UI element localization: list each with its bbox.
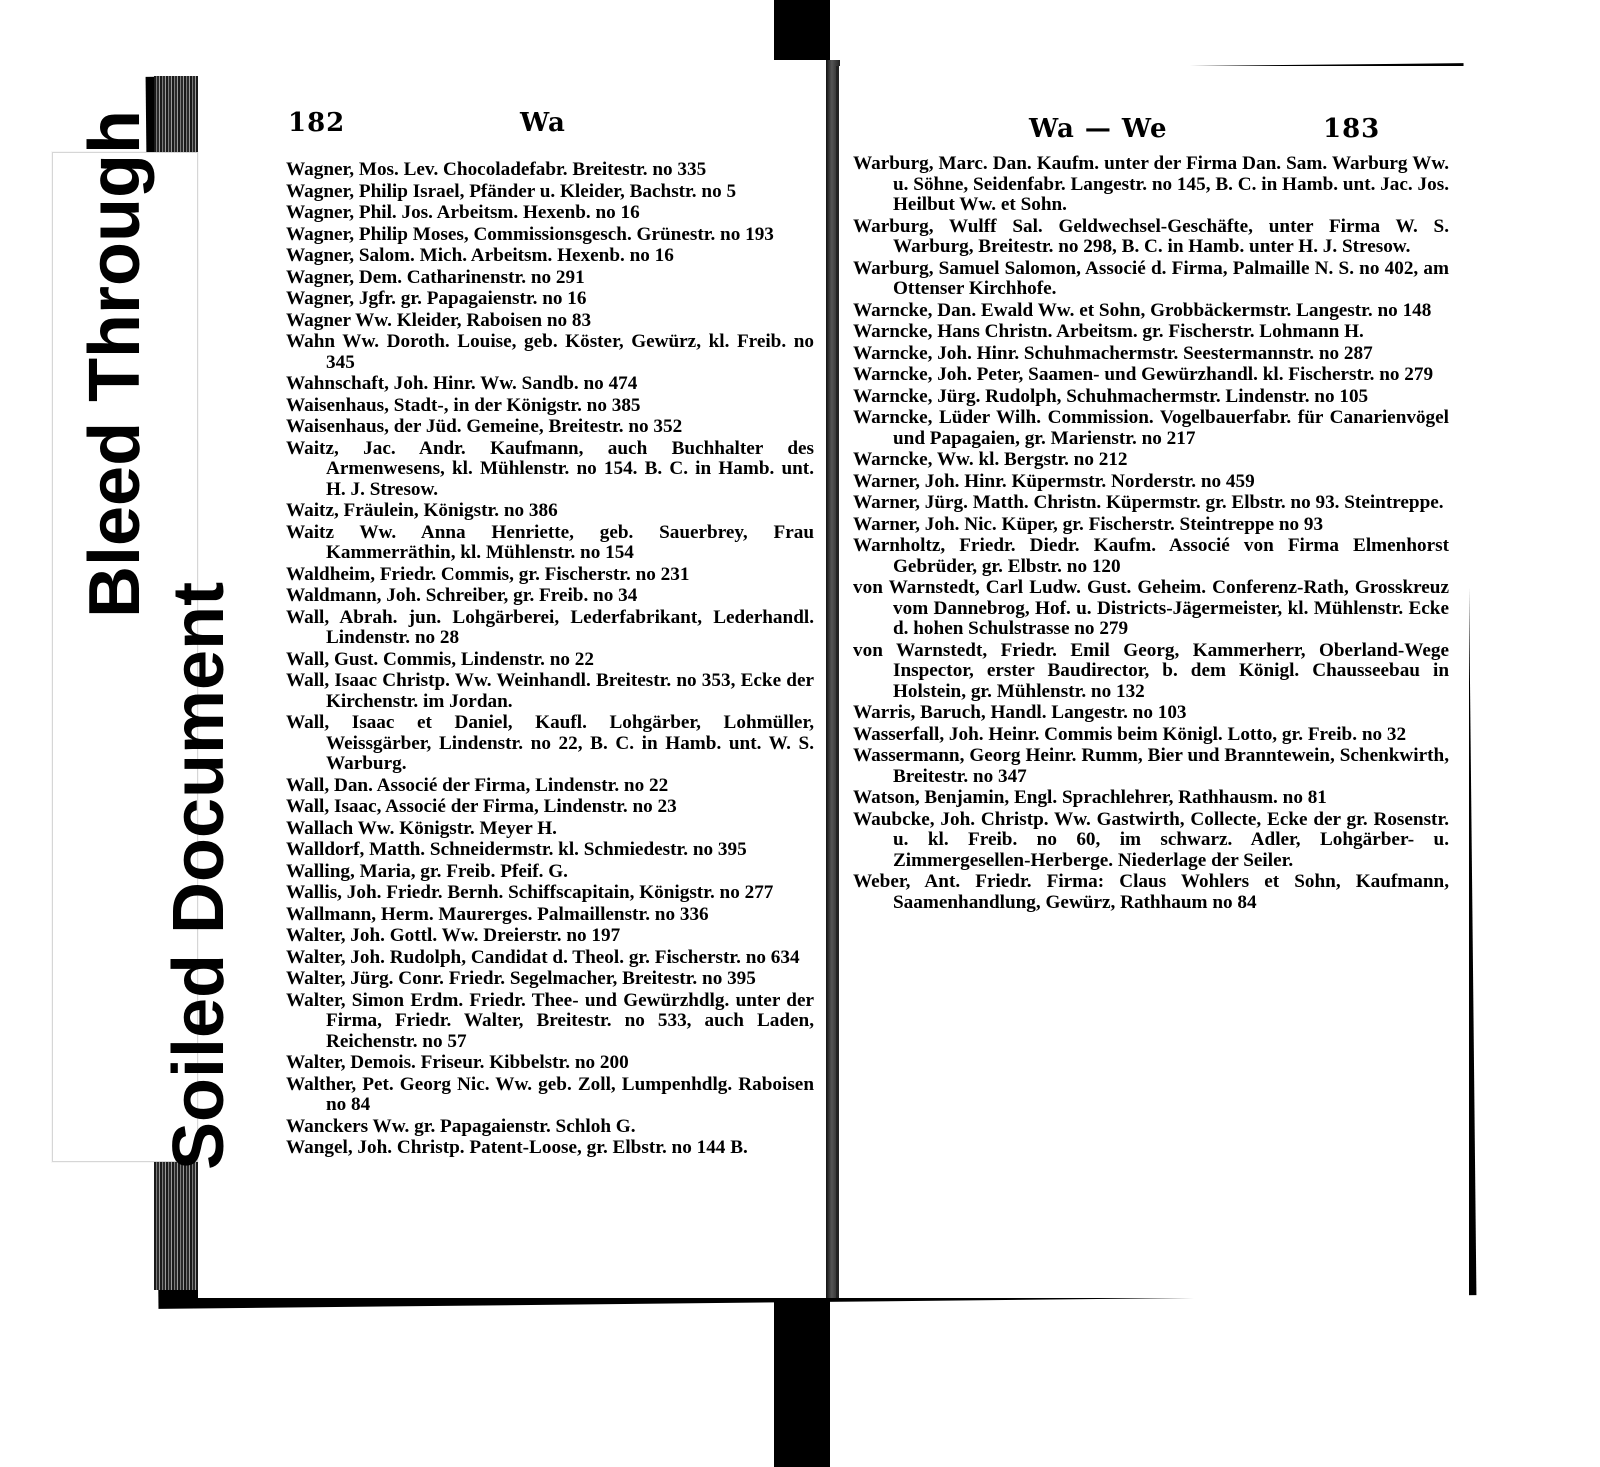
directory-entry: Warncke, Hans Christn. Arbeitsm. gr. Fischerstr. Lohmann H. (853, 321, 1364, 342)
directory-entry: Warner, Joh. Nic. Küper, gr. Fischerstr. Steintreppe no 93 (853, 513, 1324, 535)
directory-entry: Waitz, Fräulein, Königstr. no 386 (286, 500, 558, 521)
directory-entry: Watson, Benjamin, Engl. Sprachlehrer, Rathhausm. no 81 (853, 787, 1327, 808)
side-label-line1: Bleed Through (75, 110, 155, 618)
directory-entry: Wall, Abrah. jun. Lohgärberei, Lederfabrikant, Lederhandl. Lindenstr. no 28 (286, 606, 814, 648)
directory-entry: Warner, Jürg. Matth. Christn. Küpermstr. gr. Elbstr. no 93. Steintreppe. (853, 492, 1444, 513)
directory-entry: Wagner, Dem. Catharinenstr. no 291 (286, 266, 585, 288)
right-page (836, 66, 1469, 1298)
left-entry-list (286, 160, 814, 1160)
directory-entry: Wagner, Jgfr. gr. Papagaienstr. no 16 (286, 288, 587, 309)
directory-entry: Waldheim, Friedr. Commis, gr. Fischerstr. no 231 (286, 563, 690, 585)
directory-entry: Wall, Isaac Christp. Ww. Weinhandl. Breitestr. no 353, Ecke der Kirchenstr. im Jordan. (286, 670, 814, 712)
left-page (198, 60, 833, 1298)
directory-entry: Wall, Isaac et Daniel, Kaufl. Lohgärber, Lohmüller, Weissgärber, Lindenstr. no 22, B. C. in Hamb. unt. W. S. Warburg. (286, 712, 814, 774)
right-page-header: Wa — We (1029, 114, 1168, 144)
directory-entry: Waitz Ww. Anna Henriette, geb. Sauerbrey, Frau Kammerräthin, kl. Mühlenstr. no 154 (286, 521, 814, 563)
directory-entry: Wangel, Joh. Christp. Patent-Loose, gr. Elbstr. no 144 B. (286, 1137, 748, 1158)
directory-entry: Warncke, Ww. kl. Bergstr. no 212 (853, 449, 1128, 470)
directory-entry: Walter, Simon Erdm. Friedr. Thee- und Gewürzhdlg. unter der Firma, Friedr. Walter, Breitestr. no 533, auch Laden, Reichenstr. no 57 (286, 989, 814, 1052)
directory-entry: Wagner, Philip Israel, Pfänder u. Kleider, Bachstr. no 5 (286, 180, 737, 202)
directory-entry: Wagner, Phil. Jos. Arbeitsm. Hexenb. no 16 (286, 202, 640, 223)
directory-entry: Wagner Ww. Kleider, Raboisen no 83 (286, 309, 592, 331)
directory-entry: Weber, Ant. Friedr. Firma: Claus Wohlers et Sohn, Kaufmann, Saamenhandlung, Gewürz, Rathhaum no 84 (853, 871, 1449, 913)
directory-entry: Wallmann, Herm. Maurerges. Palmaillenstr. no 336 (286, 903, 709, 925)
directory-entry: Warburg, Marc. Dan. Kaufm. unter der Firma Dan. Sam. Warburg Ww. u. Söhne, Seidenfabr. Langestr. no 145, B. C. in Hamb. unt. Jac. Jos. Heilbut Ww. et Sohn. (853, 153, 1449, 215)
directory-entry: Walter, Joh. Rudolph, Candidat d. Theol. gr. Fischerstr. no 634 (286, 946, 800, 968)
directory-entry: Wasserfall, Joh. Heinr. Commis beim Königl. Lotto, gr. Freib. no 32 (853, 723, 1407, 745)
directory-entry: Warris, Baruch, Handl. Langestr. no 103 (853, 702, 1187, 723)
directory-entry: Warncke, Joh. Peter, Saamen- und Gewürzhandl. kl. Fischerstr. no 279 (853, 364, 1434, 385)
directory-entry: Warner, Joh. Hinr. Küpermstr. Norderstr. no 459 (853, 470, 1255, 492)
directory-entry: Waitz, Jac. Andr. Kaufmann, auch Buchhalter des Armenwesens, kl. Mühlenstr. no 154. B. C. in Hamb. unt. H. J. Stresow. (286, 437, 814, 500)
directory-entry: Wall, Gust. Commis, Lindenstr. no 22 (286, 648, 594, 670)
directory-entry: Wassermann, Georg Heinr. Rumm, Bier und Branntewein, Schenkwirth, Breitestr. no 347 (853, 745, 1449, 787)
directory-entry: Warncke, Jürg. Rudolph, Schuhmachermstr. Lindenstr. no 105 (853, 385, 1369, 407)
directory-entry: Wall, Dan. Associé der Firma, Lindenstr. no 22 (286, 774, 669, 796)
directory-entry: Wall, Isaac, Associé der Firma, Lindenstr. no 23 (286, 796, 677, 817)
directory-entry: Warncke, Dan. Ewald Ww. et Sohn, Grobbäckermstr. Langestr. no 148 (853, 299, 1432, 321)
directory-entry: Wagner, Mos. Lev. Chocoladefabr. Breitestr. no 335 (286, 159, 707, 180)
directory-entry: Wahn Ww. Doroth. Louise, geb. Köster, Gewürz, kl. Freib. no 345 (286, 331, 814, 373)
directory-entry: Walter, Demois. Friseur. Kibbelstr. no 200 (286, 1052, 629, 1073)
directory-entry: Wagner, Philip Moses, Commissionsgesch. Grünestr. no 193 (286, 223, 774, 245)
directory-entry: Walldorf, Matth. Schneidermstr. kl. Schmiedestr. no 395 (286, 839, 747, 860)
directory-entry: Waisenhaus, Stadt-, in der Königstr. no 385 (286, 394, 641, 416)
right-page-number: 183 (1323, 114, 1381, 144)
directory-entry: von Warnstedt, Friedr. Emil Georg, Kammerherr, Oberland-Wege Inspector, erster Baudirector, b. dem Königl. Chausseebau in Holstein, gr. Mühlenstr. no 132 (853, 639, 1449, 702)
directory-entry: Warburg, Samuel Salomon, Associé d. Firma, Palmaille N. S. no 402, am Ottenser Kirchhofe. (853, 257, 1449, 299)
directory-entry: Wallach Ww. Königstr. Meyer H. (286, 817, 557, 839)
directory-entry: Warncke, Lüder Wilh. Commission. Vogelbauerfabr. für Canarienvögel und Papagaien, gr. Marienstr. no 217 (853, 407, 1449, 449)
directory-entry: Walter, Joh. Gottl. Ww. Dreierstr. no 197 (286, 925, 621, 946)
left-page-header: Wa (520, 108, 566, 138)
directory-entry: Warnholtz, Friedr. Diedr. Kaufm. Associé von Firma Elmenhorst Gebrüder, gr. Elbstr. no 120 (853, 535, 1449, 577)
side-label-line2: Soiled Document (159, 581, 239, 1170)
directory-entry: Waubcke, Joh. Christp. Ww. Gastwirth, Collecte, Ecke der gr. Rosenstr. u. kl. Freib. no 60, im schwarz. Adler, Lohgärber- u. Zimmergesellen-Herberge. Niederlage der Seiler. (853, 808, 1449, 871)
directory-entry: Walter, Jürg. Conr. Friedr. Segelmacher, Breitestr. no 395 (286, 968, 756, 989)
directory-entry: Walling, Maria, gr. Freib. Pfeif. G. (286, 860, 568, 882)
directory-entry: Wallis, Joh. Friedr. Bernh. Schiffscapitain, Königstr. no 277 (286, 882, 774, 903)
left-page-number: 182 (288, 108, 346, 138)
directory-entry: Wagner, Salom. Mich. Arbeitsm. Hexenb. no 16 (286, 245, 674, 266)
directory-entry: Wahnschaft, Joh. Hinr. Ww. Sandb. no 474 (286, 373, 638, 394)
bottom-gutter-band (774, 1288, 830, 1467)
directory-entry: Walther, Pet. Georg Nic. Ww. geb. Zoll, Lumpenhdlg. Raboisen no 84 (286, 1073, 814, 1115)
directory-entry: Warburg, Wulff Sal. Geldwechsel-Geschäfte, unter Firma W. S. Warburg, Breitestr. no 298, B. C. in Hamb. unter H. J. Stresow. (853, 215, 1449, 257)
directory-entry: Wanckers Ww. gr. Papagaienstr. Schloh G. (286, 1115, 636, 1137)
directory-entry: Waisenhaus, der Jüd. Gemeine, Breitestr. no 352 (286, 416, 683, 437)
right-entry-list (853, 154, 1449, 914)
directory-entry: von Warnstedt, Carl Ludw. Gust. Geheim. Conferenz-Rath, Grosskreuz vom Dannebrog, Hof. u. Districts-Jägermeister, kl. Mühlenstr. Ecke d. hohen Schulstrasse no 279 (853, 577, 1449, 639)
directory-entry: Waldmann, Joh. Schreiber, gr. Freib. no 34 (286, 585, 638, 606)
directory-entry: Warncke, Joh. Hinr. Schuhmachermstr. Seestermannstr. no 287 (853, 342, 1373, 364)
